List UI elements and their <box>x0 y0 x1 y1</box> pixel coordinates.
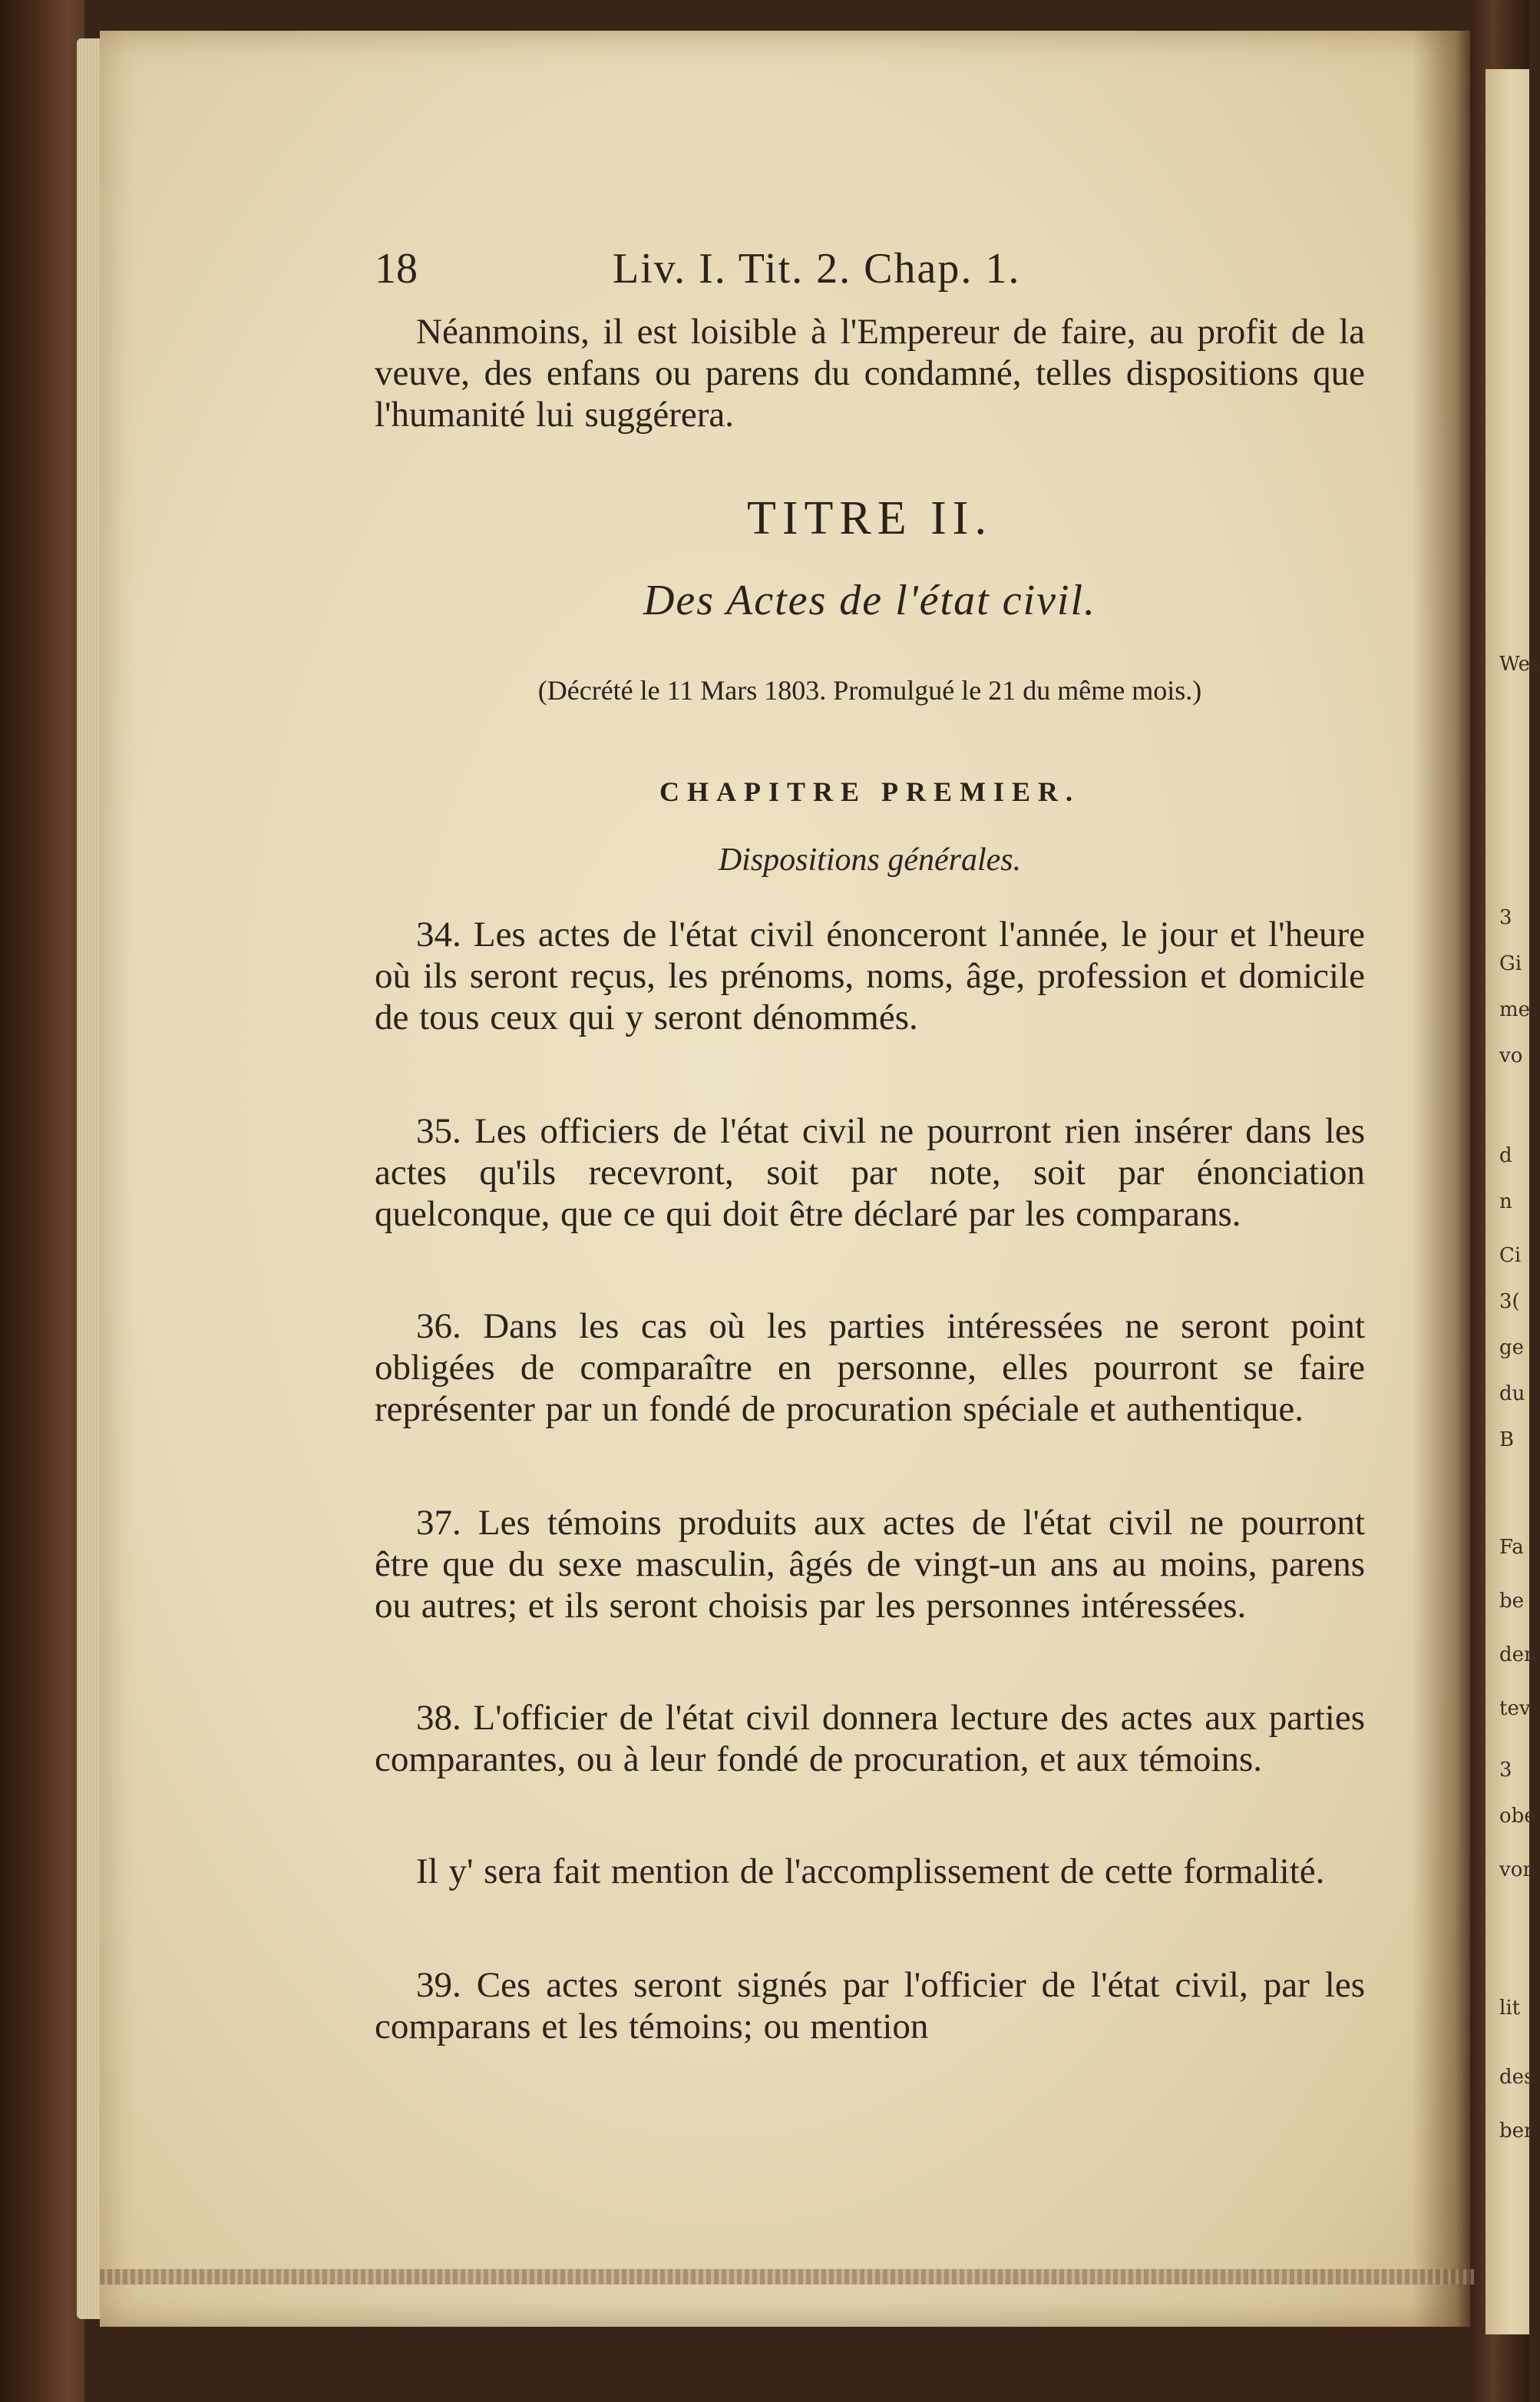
running-title: Liv. I. Tit. 2. Chap. 1. <box>613 245 1021 293</box>
intro-paragraph-block <box>375 311 1365 435</box>
facing-page-fragment: tev <box>1499 1697 1531 1720</box>
article-number: 39. <box>416 1965 461 2005</box>
facing-page-fragment: 3 <box>1499 1758 1512 1782</box>
article-text: Les officiers de l'état civil ne pourront rien insérer dans les actes qu'ils recevront, soit par note, soit par énonciation quelconque, que ce qui doit être déclaré par les comparans. <box>375 1111 1365 1234</box>
intro-paragraph: Néanmoins, il est loisible à l'Empereur de faire, au profit de la veuve, des enfans ou parens du condamné, telles dispositions que l'humanité lui suggérera. <box>375 312 1365 435</box>
facing-page-fragment: du <box>1499 1382 1525 1405</box>
page-gutter-shadow <box>1413 31 1474 2327</box>
article-38-note <box>375 1851 1365 1892</box>
article-39 <box>375 1964 1365 2047</box>
facing-page-fragment: ge <box>1499 1336 1525 1359</box>
article-text: L'officier de l'état civil donnera lecture des actes aux parties comparantes, ou à leur fondé de procuration, et aux témoins. <box>375 1698 1366 1779</box>
facing-page-fragment: Ci <box>1499 1244 1522 1267</box>
facing-page-fragment: Wes <box>1499 653 1540 676</box>
article-number: 35. <box>416 1111 461 1151</box>
facing-page-fragment: 3( <box>1499 1290 1520 1313</box>
facing-page-fragment: vo <box>1499 1044 1523 1067</box>
page-number: 18 <box>375 245 418 293</box>
facing-page-fragment: lit <box>1499 1997 1521 2020</box>
facing-page-fragment: Fa <box>1499 1536 1524 1559</box>
facing-page-fragment: obe <box>1499 1805 1536 1828</box>
facing-page-fragment: B <box>1499 1428 1515 1451</box>
article-35 <box>375 1110 1365 1235</box>
article-text: Ces actes seront signés par l'officier de l'état civil, par les comparans et les témoins; ou mention <box>375 1965 1365 2046</box>
facing-page-fragment: Gi <box>1499 952 1522 975</box>
article-number: 37. <box>416 1503 461 1543</box>
facing-page-fragment: n <box>1499 1190 1512 1213</box>
article-38 <box>375 1697 1365 1780</box>
article-34 <box>375 914 1365 1038</box>
chapter-subtitle: Dispositions générales. <box>718 842 1022 878</box>
facing-page-edge <box>1485 69 1540 2334</box>
facing-page-fragment: des <box>1499 2066 1535 2089</box>
article-text: Les témoins produits aux actes de l'état civil ne pourront être que du sexe masculin, âgés de vingt-un ans au moins, parens ou autres; et ils seront choisis par les personnes intéressées. <box>375 1503 1365 1626</box>
facing-page-fragment: d <box>1499 1144 1512 1167</box>
article-text: Il y' sera fait mention de l'accomplissement de cette formalité. <box>416 1851 1325 1891</box>
facing-page-fragment: be <box>1499 1590 1525 1613</box>
article-text: Les actes de l'état civil énonceront l'année, le jour et l'heure où ils seront reçus, les prénoms, noms, âge, profession et domicile de tous ceux qui y seront dénommés. <box>375 915 1366 1037</box>
decree-line: (Décrété le 11 Mars 1803. Promulgué le 21 du même mois.) <box>537 675 1202 706</box>
article-37 <box>375 1502 1365 1626</box>
article-text: Dans les cas où les parties intéressées ne seront point obligées de comparaître en personne, elles pourront se faire représenter par un fondé de procuration spéciale et authentique. <box>375 1306 1365 1429</box>
page-bottom-edge <box>100 2269 1474 2285</box>
facing-page-fragment: vor <box>1499 1858 1532 1881</box>
titre-subtitle: Des Actes de l'état civil. <box>643 577 1097 624</box>
article-number: 34. <box>416 915 461 955</box>
facing-page-fragment: me <box>1499 998 1531 1021</box>
titre-heading: TITRE II. <box>747 492 993 544</box>
facing-page-fragment: ber <box>1499 2119 1534 2142</box>
article-number: 36. <box>416 1306 461 1346</box>
facing-page-fragment: 3 <box>1499 906 1512 929</box>
chapter-heading: CHAPITRE PREMIER. <box>659 776 1081 807</box>
article-36 <box>375 1305 1365 1430</box>
article-number: 38. <box>416 1698 461 1738</box>
facing-page-fragment: den <box>1499 1643 1537 1666</box>
running-header <box>375 244 1373 298</box>
book-binding-left <box>0 0 84 2402</box>
